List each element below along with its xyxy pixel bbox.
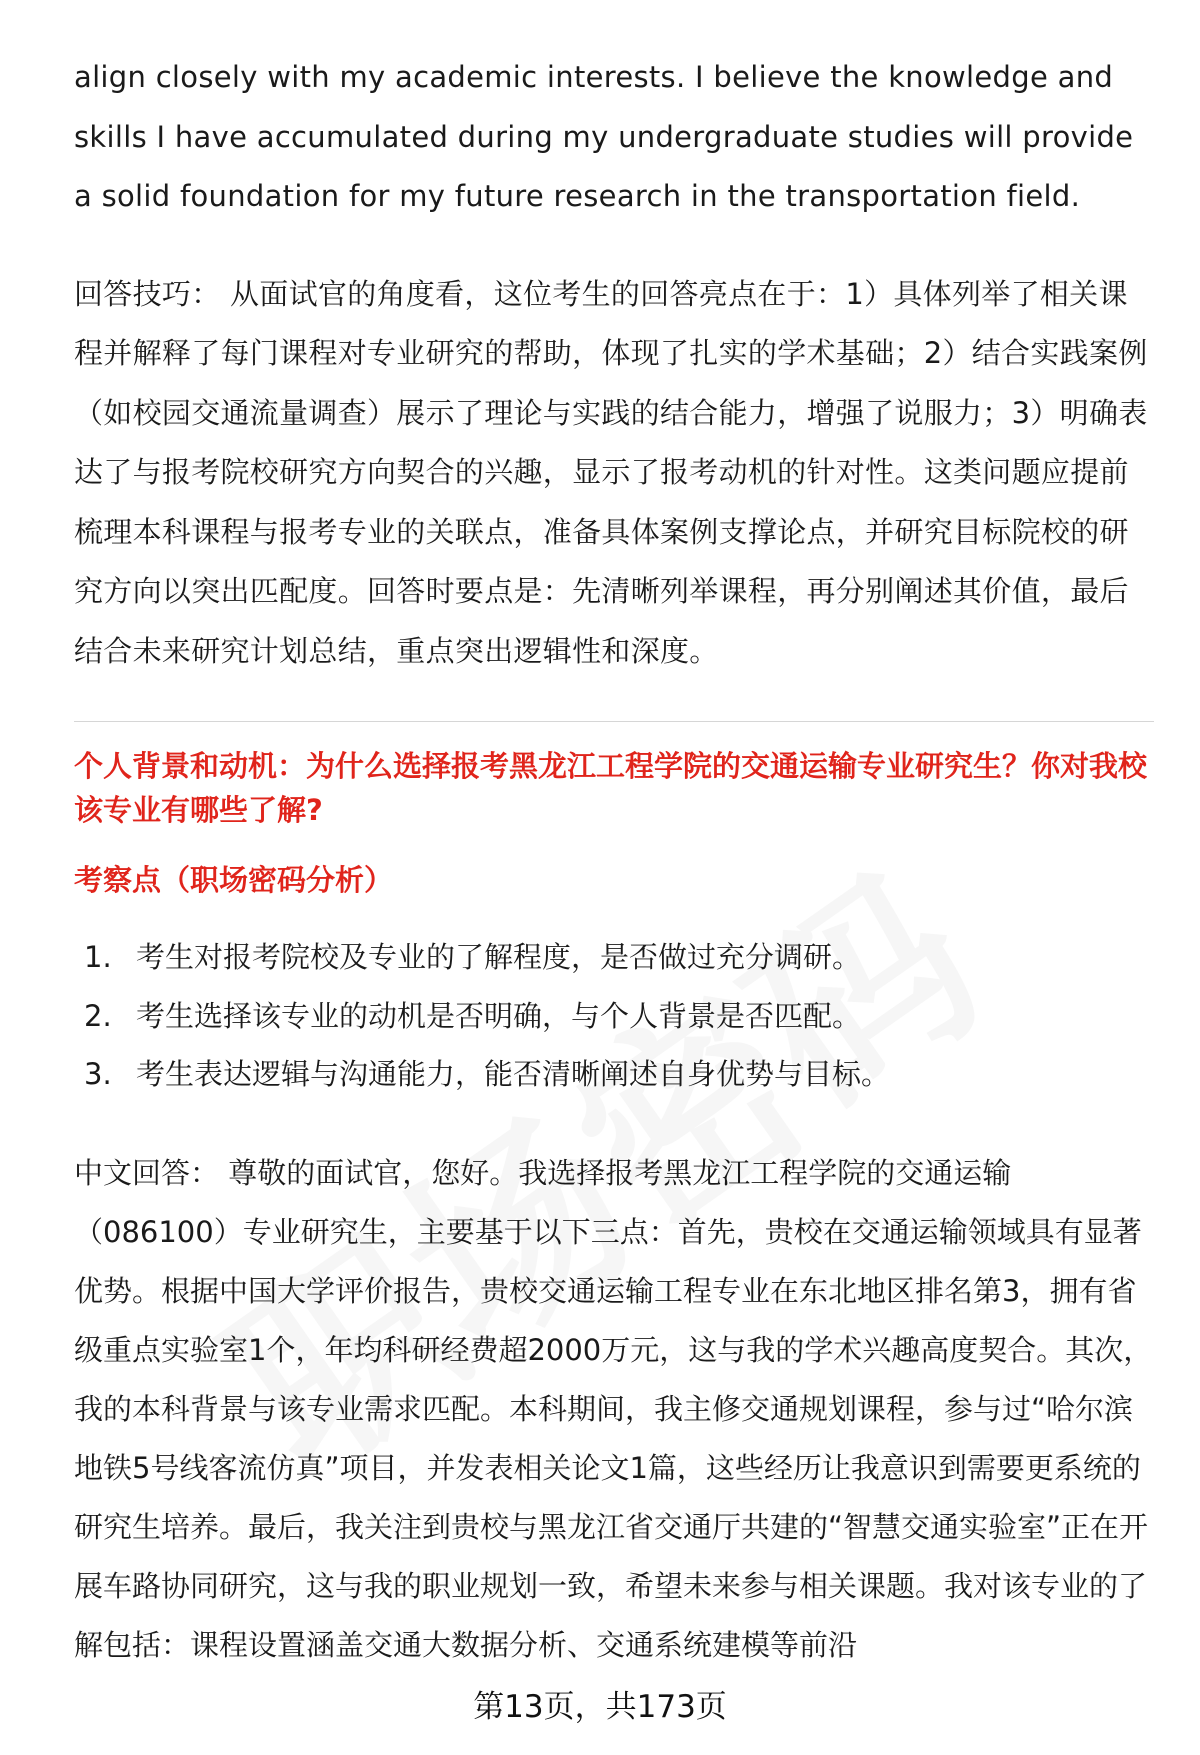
list-item-text: 考生选择该专业的动机是否明确，与个人背景是否匹配。 <box>136 998 862 1033</box>
assessment-points-list <box>74 928 1154 1104</box>
list-item-text: 考生表达逻辑与沟通能力，能否清晰阐述自身优势与目标。 <box>136 1057 891 1091</box>
list-item <box>74 1045 1154 1104</box>
answer-tips-paragraph: 回答技巧： 从面试官的角度看，这位考生的回答亮点在于：1）具体列举了相关课程并解释了每门课程对专业研究的帮助，体现了扎实的学术基础；2）结合实践案例（如校园交通流量调查）展示了理论与实践的结合能力，增强了说服力；3）明确表达了与报考院校研究方向契合的兴趣，显示了报考动机的针对性。这类问题应提前梳理本科课程与报考专业的关联点，准备具体案例支撑论点，并研究目标院校的研究方向以突出匹配度。回答时要点是：先清晰列举课程，再分别阐述其价值，最后结合未来研究计划总结，重点突出逻辑性和深度。 <box>74 276 1148 668</box>
list-item-number: 3. <box>84 1057 112 1091</box>
list-item-text: 考生对报考院校及专业的了解程度，是否做过充分调研。 <box>136 940 862 974</box>
list-item-number: 2. <box>84 998 112 1033</box>
question-heading: 个人背景和动机：为什么选择报考黑龙江工程学院的交通运输专业研究生？你对我校该专业有哪些了解? <box>74 749 1148 827</box>
section-divider <box>74 721 1154 722</box>
list-item <box>74 987 1154 1046</box>
page-number-footer: 第13页，共173页 <box>473 1689 727 1725</box>
intro-paragraph: align closely with my academic interests. I believe the knowledge and skills I have accumulated during my undergraduate studies will provide a solid foundation for my future research in the transportation field. <box>74 60 1134 213</box>
list-item-number: 1. <box>84 940 112 974</box>
list-item <box>74 928 1154 987</box>
chinese-answer-paragraph: 中文回答： 尊敬的面试官，您好。我选择报考黑龙江工程学院的交通运输（086100）专业研究生，主要基于以下三点：首先，贵校在交通运输领域具有显著优势。根据中国大学评价报告，贵校交通运输工程专业在东北地区排名第3，拥有省级重点实验室1个，年均科研经费超2000万元，这与我的学术兴趣高度契合。其次，我的本科背景与该专业需求匹配。本科期间，我主修交通规划课程，参与过“哈尔滨地铁5号线客流仿真”项目，并发表相关论文1篇，这些经历让我意识到需要更系统的研究生培养。最后，我关注到贵校与黑龙江省交通厅共建的“智慧交通实验室”正在开展车路协同研究，这与我的职业规划一致，希望未来参与相关课题。我对该专业的了解包括：课程设置涵盖交通大数据分析、交通系统建模等前沿 <box>74 1155 1153 1662</box>
document-page <box>74 48 1154 1675</box>
assessment-points-heading: 考察点（职场密码分析） <box>74 863 394 897</box>
